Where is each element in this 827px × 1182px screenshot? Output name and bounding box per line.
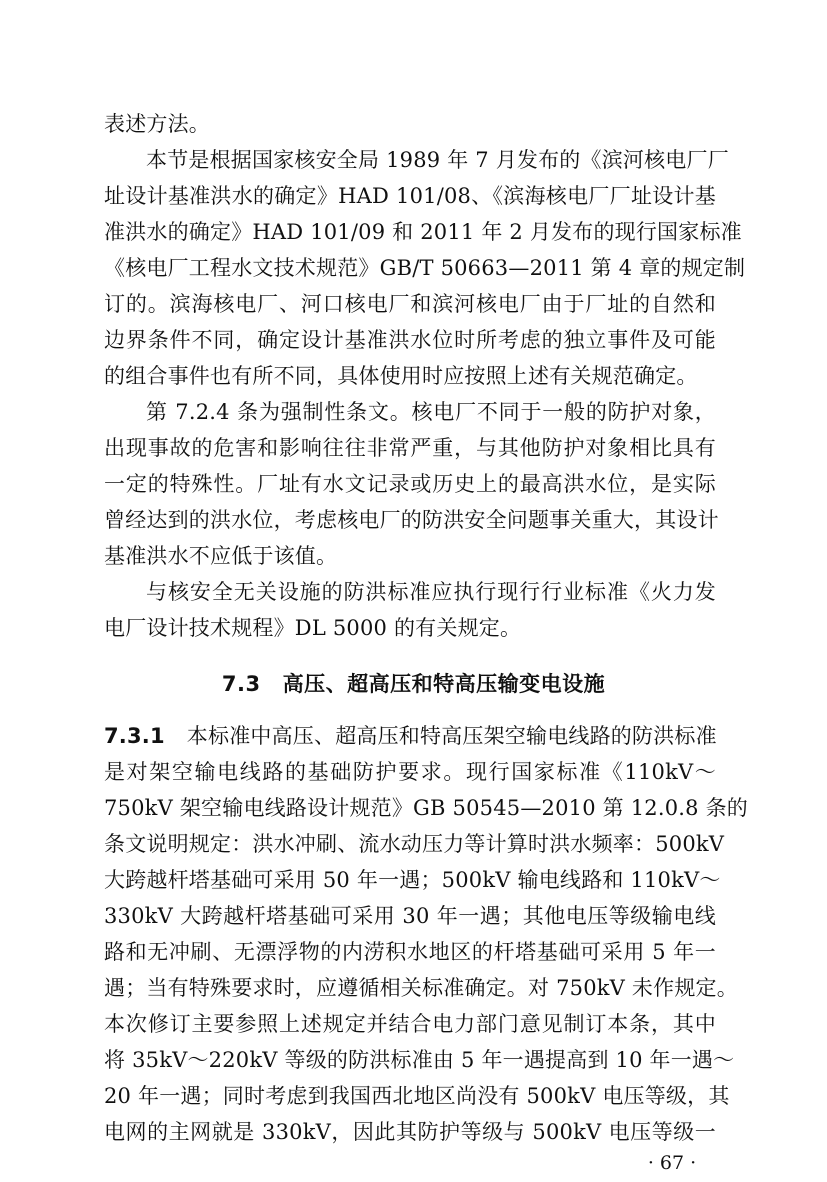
text-line: 与核安全无关设施的防洪标准应执行现行行业标准《火力发 [146, 580, 716, 604]
clause-first-line [104, 716, 716, 756]
page-number: · 67 · [647, 1152, 697, 1174]
clause-text: 本标准中高压、超高压和特高压架空输电线路的防洪标准 [186, 724, 717, 748]
text-line: 基准洪水不应低于该值。 [104, 544, 338, 568]
text-line: 第 7.2.4 条为强制性条文。核电厂不同于一般的防护对象， [146, 400, 716, 424]
section-title: 高压、超高压和特高压输变电设施 [282, 672, 606, 696]
text-line: 边界条件不同，确定设计基准洪水位时所考虑的独立事件及可能 [104, 328, 716, 352]
text-line: 遇；当有特殊要求时，应遵循相关标准确定。对 750kV 未作规定。 [104, 976, 738, 1000]
text-line: 电厂设计技术规程》DL 5000 的有关规定。 [104, 616, 522, 640]
text-line: 订的。滨海核电厂、河口核电厂和滨河核电厂由于厂址的自然和 [104, 292, 716, 316]
text-line: 准洪水的确定》HAD 101/09 和 2011 年 2 月发布的现行国家标准 [104, 220, 742, 244]
text-line: 的组合事件也有所不同，具体使用时应按照上述有关规范确定。 [104, 364, 698, 388]
section-heading [0, 664, 827, 704]
text-line: 电网的主网就是 330kV，因此其防护等级与 500kV 电压等级一 [104, 1120, 716, 1144]
text-line: 表述方法。 [104, 112, 210, 136]
text-line: 址设计基准洪水的确定》HAD 101/08、《滨海核电厂厂址设计基 [104, 184, 716, 208]
text-line: 曾经达到的洪水位，考虑核电厂的防洪安全问题事关重大，其设计 [104, 508, 719, 532]
text-line: 《核电厂工程水文技术规范》GB/T 50663—2011 第 4 章的规定制 [104, 256, 746, 280]
text-line: 本次修订主要参照上述规定并结合电力部门意见制订本条，其中 [104, 1012, 716, 1036]
text-line: 条文说明规定：洪水冲刷、流水动压力等计算时洪水频率：500kV [104, 832, 725, 856]
text-line: 是对架空输电线路的基础防护要求。现行国家标准《110kV～ [104, 760, 716, 784]
text-line: 路和无冲刷、无漂浮物的内涝积水地区的杆塔基础可采用 5 年一 [104, 940, 716, 964]
text-line: 将 35kV～220kV 等级的防洪标准由 5 年一遇提高到 10 年一遇～ [104, 1048, 735, 1072]
text-line: 出现事故的危害和影响往往非常严重，与其他防护对象相比具有 [104, 436, 716, 460]
text-line: 750kV 架空输电线路设计规范》GB 50545—2010 第 12.0.8 条的 [104, 796, 748, 820]
text-line: 330kV 大跨越杆塔基础可采用 30 年一遇；其他电压等级输电线 [104, 904, 716, 928]
text-line: 本节是根据国家核安全局 1989 年 7 月发布的《滨河核电厂厂 [146, 148, 729, 172]
text-line: 大跨越杆塔基础可采用 50 年一遇；500kV 输电线路和 110kV～ [104, 868, 721, 892]
text-line: 20 年一遇；同时考虑到我国西北地区尚没有 500kV 电压等级，其 [104, 1084, 730, 1108]
section-number: 7.3 [221, 672, 261, 696]
clause-number: 7.3.1 [104, 724, 165, 748]
text-line: 一定的特殊性。厂址有水文记录或历史上的最高洪水位，是实际 [104, 472, 716, 496]
